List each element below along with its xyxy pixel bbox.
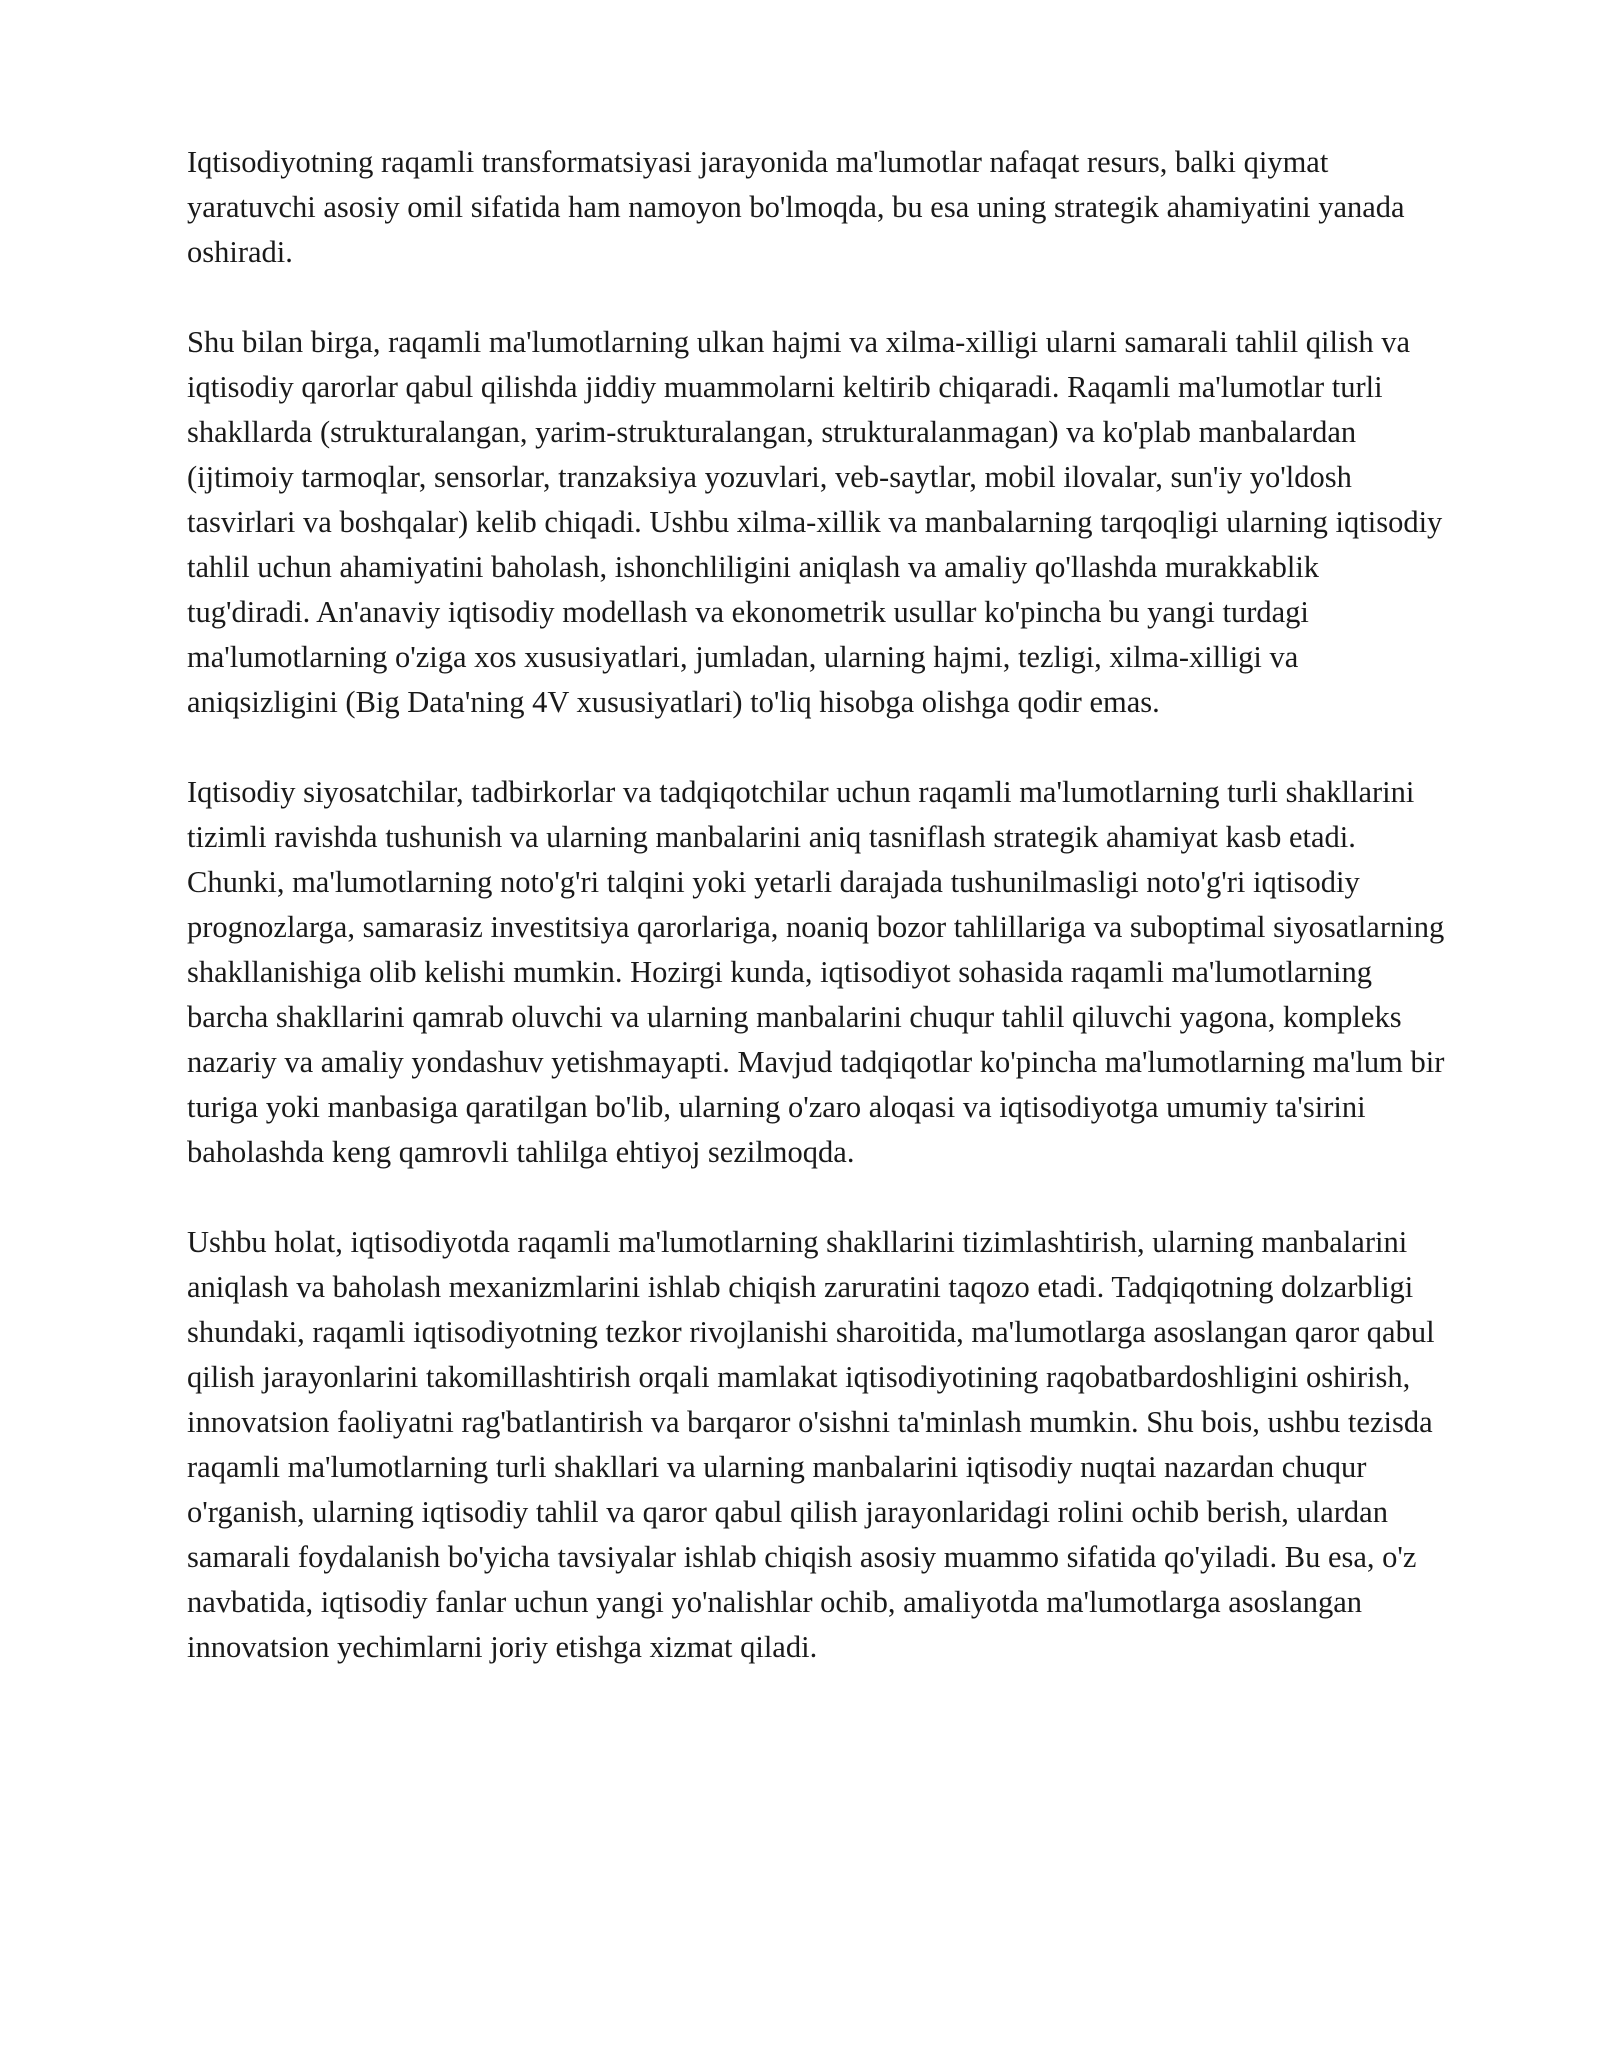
paragraph-2: Shu bilan birga, raqamli ma'lumotlarning ulkan hajmi va xilma-xilligi ularni samarali tahlil qilish va iqtisodiy qarorlar qabul qilishda jiddiy muammolarni keltirib chiqaradi. Raqamli ma'lumotlar turli shakllarda (strukturalangan, yarim-strukturalangan, strukturalanmagan) va ko'plab manbalardan (ijtimoiy tarmoqlar, sensorlar, tranzaksiya yozuvlari, veb-saytlar, mobil ilovalar, sun'iy yo'ldosh tasvirlari va boshqalar) kelib chiqadi. Ushbu xilma-xillik va manbalarning tarqoqligi ularning iqtisodiy tahlil uchun ahamiyatini baholash, ishonchliligini aniqlash va amaliy qo'llashda murakkablik tug'diradi. An'anaviy iqtisodiy modellash va ekonometrik usullar ko'pincha bu yangi turdagi ma'lumotlarning o'ziga xos xususiyatlari, jumladan, ularning hajmi, tezligi, xilma-xilligi va aniqsizligini (Big Data'ning 4V xususiyatlari) to'liq hisobga olishga qodir emas. (187, 325, 1443, 719)
paragraph-1: Iqtisodiyotning raqamli transformatsiyasi jarayonida ma'lumotlar nafaqat resurs, balki qiymat yaratuvchi asosiy omil sifatida ham namoyon bo'lmoqda, bu esa uning strategik ahamiyatini yanada oshiradi. (187, 145, 1405, 269)
paragraph-4: Ushbu holat, iqtisodiyotda raqamli ma'lumotlarning shakllarini tizimlashtirish, ularning manbalarini aniqlash va baholash mexanizmlarini ishlab chiqish zaruratini taqozo etadi. Tadqiqotning dolzarbligi shundaki, raqamli iqtisodiyotning tezkor rivojlanishi sharoitida, ma'lumotlarga asoslangan qaror qabul qilish jarayonlarini takomillashtirish orqali mamlakat iqtisodiyotining raqobatbardoshligini oshirish, innovatsion faoliyatni rag'batlantirish va barqaror o'sishni ta'minlash mumkin. Shu bois, ushbu tezisda raqamli ma'lumotlarning turli shakllari va ularning manbalarini iqtisodiy nuqtai nazardan chuqur o'rganish, ularning iqtisodiy tahlil va qaror qabul qilish jarayonlaridagi rolini ochib berish, ulardan samarali foydalanish bo'yicha tavsiyalar ishlab chiqish asosiy muammo sifatida qo'yiladi. Bu esa, o'z navbatida, iqtisodiy fanlar uchun yangi yo'nalishlar ochib, amaliyotda ma'lumotlarga asoslangan innovatsion yechimlarni joriy etishga xizmat qiladi. (187, 1225, 1435, 1664)
paragraph-3: Iqtisodiy siyosatchilar, tadbirkorlar va tadqiqotchilar uchun raqamli ma'lumotlarning turli shakllarini tizimli ravishda tushunish va ularning manbalarini aniq tasniflash strategik ahamiyat kasb etadi. Chunki, ma'lumotlarning noto'g'ri talqini yoki yetarli darajada tushunilmasligi noto'g'ri iqtisodiy prognozlarga, samarasiz investitsiya qarorlariga, noaniq bozor tahlillariga va suboptimal siyosatlarning shakllanishiga olib kelishi mumkin. Hozirgi kunda, iqtisodiyot sohasida raqamli ma'lumotlarning barcha shakllarini qamrab oluvchi va ularning manbalarini chuqur tahlil qiluvchi yagona, kompleks nazariy va amaliy yondashuv yetishmayapti. Mavjud tadqiqotlar ko'pincha ma'lumotlarning ma'lum bir turiga yoki manbasiga qaratilgan bo'lib, ularning o'zaro aloqasi va iqtisodiyotga umumiy ta'sirini baholashda keng qamrovli tahlilga ehtiyoj sezilmoqda. (187, 775, 1445, 1169)
document-body (187, 140, 1447, 1670)
